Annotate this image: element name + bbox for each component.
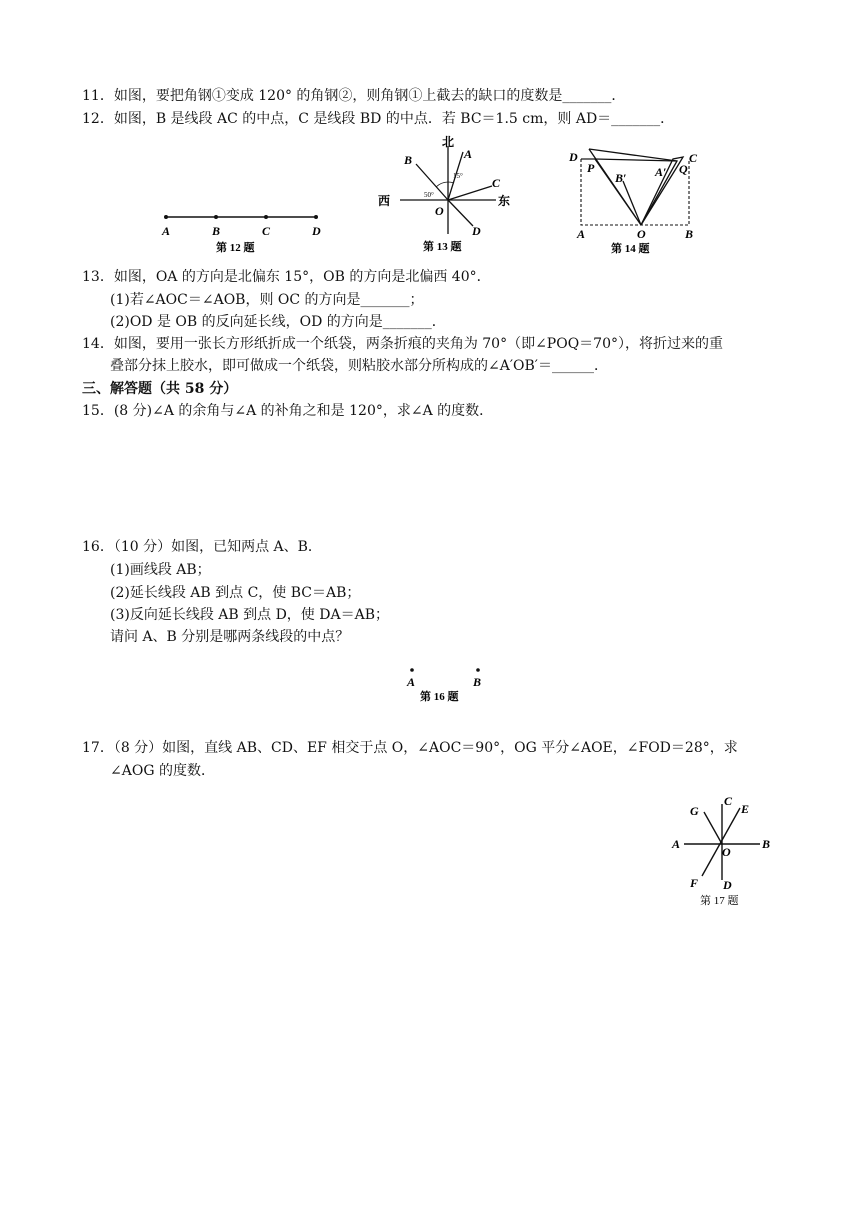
label-a-prime: A′ — [655, 165, 667, 179]
label-p: P — [587, 161, 595, 175]
point-b — [476, 668, 480, 672]
label-a: A — [672, 837, 681, 851]
point-d — [314, 215, 318, 219]
figure-14 — [565, 145, 705, 257]
section-heading: 三、解答题（共 58 分） — [82, 381, 238, 397]
label-a: A — [464, 147, 473, 161]
point-a — [164, 215, 168, 219]
label-west: 西 — [378, 194, 391, 208]
label-c: C — [689, 151, 698, 165]
question-11: 11．如图，要把角钢①变成 120° 的角钢②，则角钢①上截去的缺口的度数是_______． — [82, 88, 626, 104]
figure-17 — [668, 790, 780, 912]
question-13-part-2: (2)OD 是 OB 的反向延长线，OD 的方向是_______． — [110, 314, 446, 330]
angle-label-15: 15° — [453, 172, 463, 180]
caption-13: 第 13 题 — [423, 241, 462, 253]
question-16: 16．（10 分）如图，已知两点 A、B． — [82, 539, 322, 555]
caption-12: 第 12 题 — [216, 242, 255, 254]
point-a — [410, 668, 414, 672]
caption-14: 第 14 题 — [611, 243, 650, 255]
ray-od — [448, 200, 473, 226]
figure-16 — [400, 664, 490, 708]
question-16-part-4: 请问 A、B 分别是哪两条线段的中点？ — [110, 629, 350, 645]
angle-arc-50 — [436, 182, 448, 187]
label-a: A — [407, 675, 416, 689]
label-c: C — [492, 176, 501, 190]
figure-12 — [150, 205, 340, 260]
point-b — [214, 215, 218, 219]
label-north: 北 — [442, 135, 455, 149]
label-b: B — [212, 224, 221, 238]
question-17-line-1: 17．（8 分）如图，直线 AB、CD、EF 相交于点 O，∠AOC＝90°，OG 平分∠AOE，∠FOD＝28°，求 — [82, 740, 738, 756]
question-15: 15．(8 分)∠A 的余角与∠A 的补角之和是 120°，求∠A 的度数． — [82, 403, 494, 419]
question-16-part-2: (2)延长线段 AB 到点 C，使 BC＝AB； — [110, 585, 361, 601]
label-c: C — [262, 224, 271, 238]
question-14-line-2: 叠部分抹上胶水，即可做成一个纸袋，则粘胶水部分所构成的∠A′OB′＝______． — [110, 358, 608, 374]
point-c — [264, 215, 268, 219]
question-14-line-1: 14．如图，要用一张长方形纸折成一个纸袋，两条折痕的夹角为 70°（即∠POQ＝70°），将折过来的重 — [82, 336, 723, 352]
label-b: B — [473, 675, 482, 689]
label-a: A — [162, 224, 171, 238]
label-c: C — [724, 794, 733, 808]
question-17-line-2: ∠AOG 的度数． — [110, 763, 215, 779]
question-13-part-1: (1)若∠AOC＝∠AOB，则 OC 的方向是_______； — [110, 292, 424, 308]
label-o: O — [637, 227, 646, 241]
question-16-part-3: (3)反向延长线段 AB 到点 D，使 DA＝AB； — [110, 607, 389, 623]
label-b: B — [404, 153, 413, 167]
label-d: D — [569, 150, 578, 164]
ray-oc — [448, 186, 492, 200]
ray-og — [704, 812, 722, 844]
label-a: A — [577, 227, 586, 241]
label-e: E — [741, 802, 750, 816]
caption-16: 第 16 题 — [420, 691, 459, 703]
caption-17: 第 17 题 — [700, 895, 739, 907]
label-o: O — [722, 845, 731, 859]
label-o: O — [435, 204, 444, 218]
angle-label-50: 50° — [424, 191, 434, 199]
question-16-part-1: (1)画线段 AB； — [110, 562, 211, 578]
label-b: B — [762, 837, 771, 851]
label-d: D — [472, 224, 481, 238]
label-b-prime: B′ — [615, 171, 627, 185]
label-q: Q — [679, 162, 688, 176]
question-12: 12．如图，B 是线段 AC 的中点，C 是线段 BD 的中点．若 BC＝1.5 cm，则 AD＝_______． — [82, 111, 675, 127]
label-east: 东 — [498, 194, 511, 208]
label-d: D — [723, 878, 732, 892]
figure-13 — [378, 134, 518, 256]
label-b: B — [685, 227, 694, 241]
label-d: D — [312, 224, 321, 238]
question-13: 13．如图，OA 的方向是北偏东 15°，OB 的方向是北偏西 40°． — [82, 269, 491, 285]
label-g: G — [690, 804, 699, 818]
label-f: F — [690, 876, 699, 890]
